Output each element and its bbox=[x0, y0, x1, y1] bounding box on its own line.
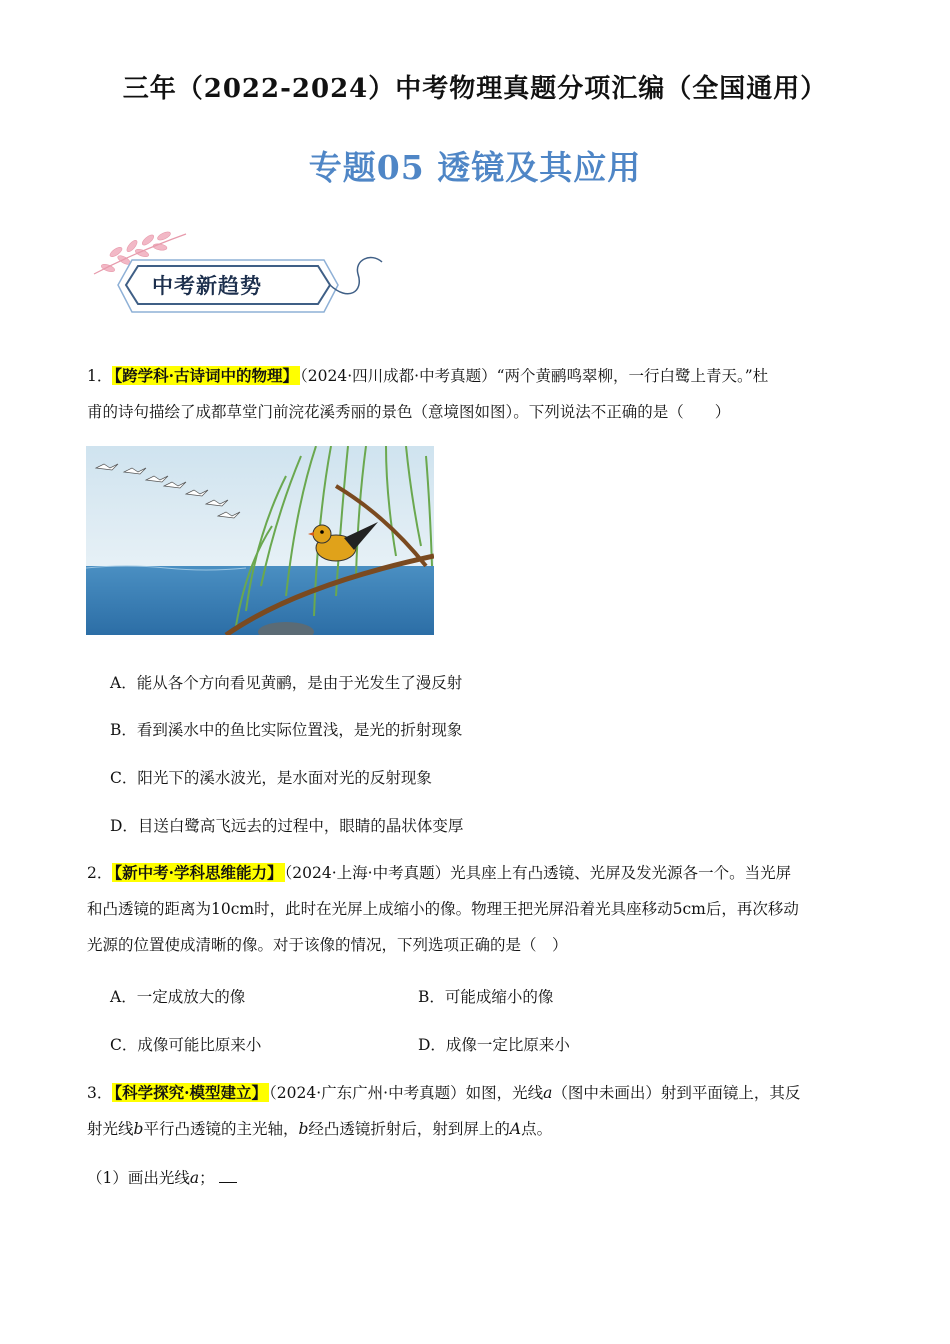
question-tag: 【跨学科·古诗词中的物理】 bbox=[114, 366, 299, 385]
question-text: 经凸透镜折射后，射到屏上的 bbox=[308, 1120, 510, 1138]
option-b: B．可能成缩小的像 bbox=[418, 988, 554, 1006]
sub-question-1 bbox=[87, 1166, 237, 1190]
question-source: （2024·广东广州·中考真题） bbox=[269, 1084, 466, 1102]
question-text: 和凸透镜的距离为10cm时，此时在光屏上成缩小的像。物理王把光屏沿着光具座移动5cm后，再次移动 bbox=[87, 900, 799, 918]
question-number: 2． bbox=[87, 864, 113, 882]
option-c: C．成像可能比原来小 bbox=[110, 1036, 262, 1054]
page-title: 三年（2022-2024）中考物理真题分项汇编（全国通用） bbox=[122, 74, 828, 104]
topic-title: 专题05 透镜及其应用 bbox=[308, 148, 642, 187]
question-source: （2024·上海·中考真题） bbox=[284, 864, 451, 882]
question-text: 光具座上有凸透镜、光屏及发光源各一个。当光屏 bbox=[450, 864, 792, 882]
question-2-stem bbox=[87, 855, 867, 963]
question-tag: 【新中考·学科思维能力】 bbox=[114, 863, 283, 882]
option-a: A．能从各个方向看见黄鹂，是由于光发生了漫反射 bbox=[110, 674, 463, 692]
section-banner bbox=[86, 222, 386, 327]
question-text: 点。 bbox=[521, 1120, 553, 1138]
variable-b: b bbox=[298, 1120, 309, 1138]
question-text: 射光线 bbox=[87, 1120, 134, 1138]
option-a: A．一定成放大的像 bbox=[110, 988, 246, 1006]
question-number: 3． bbox=[87, 1084, 113, 1102]
question-text: （图中未画出）射到平面镜上，其反 bbox=[552, 1084, 801, 1102]
variable-a: a bbox=[189, 1169, 200, 1187]
variable-A: A bbox=[509, 1120, 522, 1138]
question-1-stem bbox=[87, 358, 867, 430]
question-source: （2024·四川成都·中考真题） bbox=[300, 367, 497, 385]
question-text: 甫的诗句描绘了成都草堂门前浣花溪秀丽的景色（意境图如图）。下列说法不正确的是（ ） bbox=[87, 403, 731, 421]
option-d: D．目送白鹭高飞远去的过程中，眼睛的晶状体变厚 bbox=[110, 817, 464, 835]
illustration-image bbox=[86, 446, 434, 635]
banner-label: 中考新趋势 bbox=[152, 274, 262, 298]
variable-a: a bbox=[543, 1084, 553, 1102]
question-text: “两个黄鹂鸣翠柳，一行白鹭上青天。”杜 bbox=[496, 367, 769, 385]
answer-blank[interactable] bbox=[219, 1168, 237, 1183]
option-d: D．成像一定比原来小 bbox=[418, 1036, 570, 1054]
question-text: 如图，光线 bbox=[465, 1084, 544, 1102]
option-b: B．看到溪水中的鱼比实际位置浅，是光的折射现象 bbox=[110, 721, 463, 739]
question-3-stem bbox=[87, 1075, 867, 1147]
question-text: 光源的位置使成清晰的像。对于该像的情况，下列选项正确的是（ ） bbox=[87, 936, 568, 954]
sub-question-text: ； bbox=[199, 1169, 215, 1187]
sub-question-text: （1）画出光线 bbox=[87, 1169, 190, 1187]
question-number: 1． bbox=[87, 367, 113, 385]
question-text: 平行凸透镜的主光轴， bbox=[143, 1120, 299, 1138]
option-c: C．阳光下的溪水波光，是水面对光的反射现象 bbox=[110, 769, 432, 787]
variable-b: b bbox=[133, 1120, 144, 1138]
question-tag: 【科学探究·模型建立】 bbox=[114, 1083, 268, 1102]
poem-illustration bbox=[86, 446, 434, 635]
